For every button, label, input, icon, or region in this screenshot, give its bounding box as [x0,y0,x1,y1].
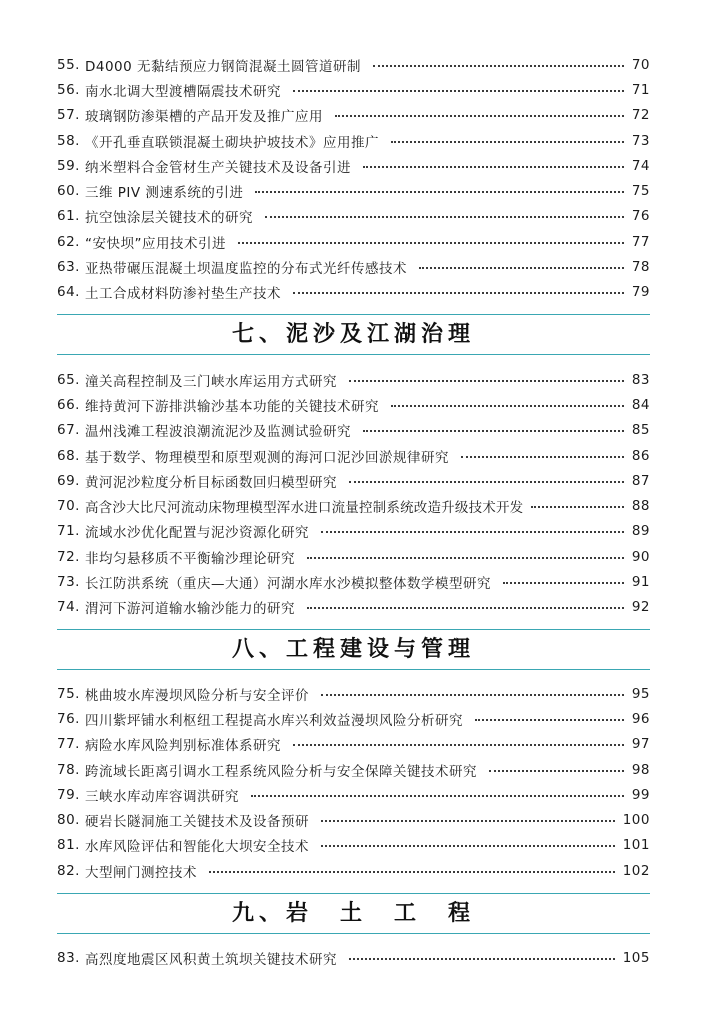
entry-number: 68. [57,447,80,464]
entry-number: 62. [57,233,80,250]
entry-page-number: 87 [631,472,650,489]
entry-page-number: 88 [631,498,650,515]
toc-entry[interactable] [57,77,650,102]
toc-entry-list [57,52,650,305]
entry-page-number: 90 [631,548,650,565]
dot-leader [349,958,615,960]
dot-leader [475,719,624,721]
toc-entry[interactable] [57,128,650,153]
dot-leader [531,506,623,508]
entry-title: 病险水库风险判别标准体系研究 [84,738,281,755]
entry-title: 抗空蚀涂层关键技术的研究 [84,210,253,227]
entry-title: 维持黄河下游排洪输沙基本功能的关键技术研究 [84,398,379,415]
dot-leader [391,405,624,407]
toc-entry[interactable] [57,153,650,178]
dot-leader [293,292,624,294]
entry-title: 高烈度地震区风积黄土筑坝关键技术研究 [84,951,337,968]
dot-leader [461,456,624,458]
entry-number: 59. [57,157,80,174]
entry-number: 69. [57,472,80,489]
toc-entry-list [57,681,650,883]
toc-entry[interactable] [57,706,650,731]
entry-title: 长江防洪系统（重庆—大通）河湖水库水沙模拟整体数学模型研究 [84,576,491,593]
toc-entry[interactable] [57,681,650,706]
entry-title: 《开孔垂直联锁混凝土砌块护坡技术》应用推广 [84,134,379,151]
dot-leader [391,141,624,143]
dot-leader [255,191,623,193]
section-divider-bottom [57,933,650,934]
section-divider-bottom [57,354,650,355]
entry-number: 65. [57,371,80,388]
entry-title: 流域水沙优化配置与泥沙资源化研究 [84,525,309,542]
dot-leader [489,770,624,772]
entry-number: 66. [57,396,80,413]
entry-number: 82. [57,862,80,879]
dot-leader [349,481,624,483]
dot-leader [321,845,615,847]
section-heading: 九、岩 土 工 程 [231,900,475,926]
dot-leader [335,115,624,117]
toc-entry[interactable] [57,595,650,620]
entry-title: 南水北调大型渡槽隔震技术研究 [84,83,281,100]
entry-title: 跨流域长距离引调水工程系统风险分析与安全保障关键技术研究 [84,763,477,780]
toc-entry[interactable] [57,418,650,443]
toc-entry[interactable] [57,569,650,594]
entry-number: 63. [57,259,80,276]
entry-number: 81. [57,837,80,854]
entry-title: 三峡水库动库容调洪研究 [84,788,239,805]
entry-number: 60. [57,183,80,200]
entry-page-number: 84 [631,396,650,413]
entry-page-number: 72 [631,107,650,124]
entry-page-number: 92 [631,599,650,616]
toc-entry[interactable] [57,443,650,468]
toc-entry[interactable] [57,544,650,569]
entry-page-number: 73 [631,132,650,149]
entry-number: 79. [57,786,80,803]
toc-entry[interactable] [57,468,650,493]
entry-title: 硬岩长隧洞施工关键技术及设备预研 [84,814,309,831]
toc-entry-list [57,367,650,620]
entry-number: 78. [57,761,80,778]
entry-number: 76. [57,710,80,727]
entry-title: 桃曲坡水库漫坝风险分析与安全评价 [84,687,309,704]
entry-title: 水库风险评估和智能化大坝安全技术 [84,839,309,856]
entry-page-number: 78 [631,259,650,276]
toc-entry[interactable] [57,204,650,229]
toc-entry[interactable] [57,103,650,128]
entry-number: 83. [57,949,80,966]
toc-entry[interactable] [57,178,650,203]
entry-page-number: 85 [631,422,650,439]
entry-title: 三维 PIV 测速系统的引进 [84,185,244,202]
entry-title: 高含沙大比尺河流动床物理模型浑水进口流量控制系统改造升级技术开发 [84,500,524,517]
entry-title: “安快坝”应用技术引进 [84,235,226,252]
entry-number: 71. [57,523,80,540]
toc-entry[interactable] [57,833,650,858]
dot-leader [209,871,615,873]
dot-leader [293,744,624,746]
entry-number: 61. [57,208,80,225]
entry-page-number: 74 [631,157,650,174]
entry-number: 75. [57,685,80,702]
dot-leader [503,582,624,584]
toc-entry[interactable] [57,732,650,757]
section-heading: 八、工程建设与管理 [231,636,475,662]
dot-leader [251,795,624,797]
dot-leader [373,65,624,67]
entry-page-number: 89 [631,523,650,540]
entry-page-number: 77 [631,233,650,250]
entry-title: 四川紫坪铺水利枢纽工程提高水库兴利效益漫坝风险分析研究 [84,712,463,729]
entry-page-number: 99 [631,786,650,803]
entry-title: 非均匀悬移质不平衡输沙理论研究 [84,550,295,567]
entry-page-number: 105 [622,949,650,966]
entry-number: 80. [57,812,80,829]
entry-title: 黄河泥沙粒度分析目标函数回归模型研究 [84,474,337,491]
toc-entry[interactable] [57,858,650,883]
entry-title: D4000 无黏结预应力钢筒混凝土圆管道研制 [84,58,362,75]
toc-entry[interactable] [57,367,650,392]
entry-page-number: 76 [631,208,650,225]
toc-entry[interactable] [57,757,650,782]
toc-entry[interactable] [57,254,650,279]
entry-title: 基于数学、物理模型和原型观测的海河口泥沙回淤规律研究 [84,449,449,466]
dot-leader [419,267,624,269]
section-divider-bottom [57,669,650,670]
entry-page-number: 83 [631,371,650,388]
entry-number: 72. [57,548,80,565]
toc-entry[interactable] [57,807,650,832]
toc-entry[interactable] [57,945,650,970]
entry-page-number: 97 [631,736,650,753]
entry-page-number: 79 [631,284,650,301]
dot-leader [307,557,624,559]
entry-number: 74. [57,599,80,616]
toc-entry[interactable] [57,392,650,417]
entry-title: 大型闸门测控技术 [84,864,197,881]
entry-title: 土工合成材料防渗衬垫生产技术 [84,286,281,303]
dot-leader [265,216,624,218]
toc-entry[interactable] [57,280,650,305]
dot-leader [238,242,624,244]
entry-page-number: 96 [631,710,650,727]
dot-leader [321,694,624,696]
entry-page-number: 100 [622,812,650,829]
entry-page-number: 75 [631,183,650,200]
entry-page-number: 86 [631,447,650,464]
dot-leader [321,531,624,533]
entry-page-number: 95 [631,685,650,702]
entry-page-number: 70 [631,56,650,73]
dot-leader [363,166,624,168]
entry-number: 58. [57,132,80,149]
entry-number: 56. [57,81,80,98]
entry-title: 亚热带碾压混凝土坝温度监控的分布式光纤传感技术 [84,261,407,278]
section-heading: 七、泥沙及江湖治理 [231,321,475,347]
entry-title: 纳米塑料合金管材生产关键技术及设备引进 [84,159,351,176]
entry-number: 70. [57,498,80,515]
entry-number: 57. [57,107,80,124]
toc-entry[interactable] [57,52,650,77]
entry-title: 潼关高程控制及三门峡水库运用方式研究 [84,373,337,390]
entry-title: 渭河下游河道输水输沙能力的研究 [84,601,295,618]
toc-entry[interactable] [57,782,650,807]
toc-entry[interactable] [57,519,650,544]
entry-number: 73. [57,574,80,591]
entry-page-number: 102 [622,862,650,879]
entry-page-number: 91 [631,574,650,591]
entry-number: 64. [57,284,80,301]
toc-entry[interactable] [57,229,650,254]
entry-number: 67. [57,422,80,439]
entry-page-number: 71 [631,81,650,98]
entry-title: 玻璃钢防渗渠槽的产品开发及推广应用 [84,109,323,126]
dot-leader [293,90,624,92]
dot-leader [363,430,624,432]
dot-leader [321,820,615,822]
entry-number: 55. [57,56,80,73]
toc-entry-list [57,945,650,970]
entry-page-number: 101 [622,837,650,854]
dot-leader [307,607,624,609]
toc-entry[interactable] [57,493,650,518]
entry-number: 77. [57,736,80,753]
entry-page-number: 98 [631,761,650,778]
dot-leader [349,380,624,382]
entry-title: 温州浅滩工程波浪潮流泥沙及监测试验研究 [84,424,351,441]
